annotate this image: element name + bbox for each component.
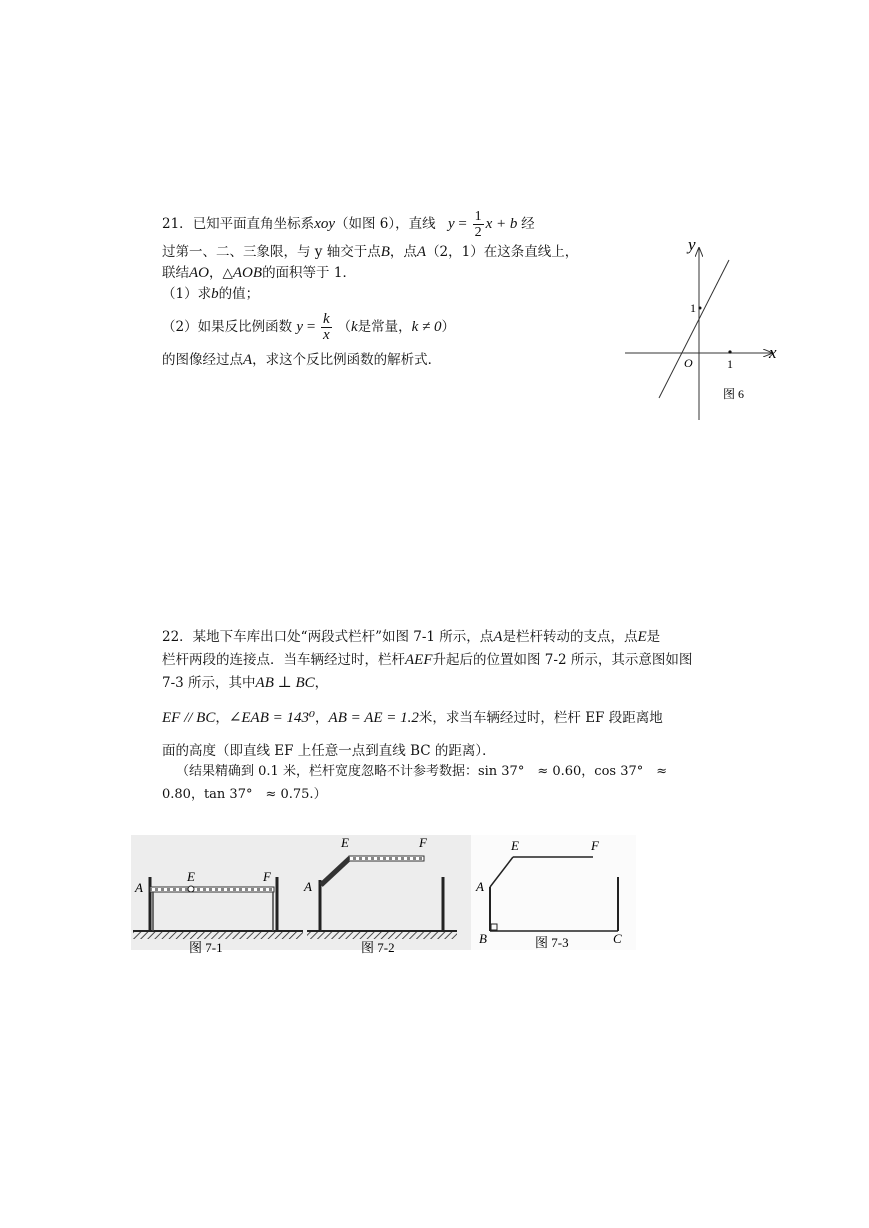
fig7-3-caption: 图 7-3 <box>535 935 569 950</box>
q22-angle: ∠EAB = 143⁰ <box>228 710 316 726</box>
var-b: b <box>211 286 219 302</box>
q22-text-1c: 是 <box>646 629 661 645</box>
fig6-tick-y: 1 <box>690 301 696 315</box>
figure-7 <box>131 835 636 960</box>
figure-6 <box>615 230 785 425</box>
q22-line1 <box>162 627 660 647</box>
q22-perpendicular: AB ⊥ BC <box>255 675 315 691</box>
q22-line5 <box>162 741 496 761</box>
q22-text-1a: 22．某地下车库出口处“两段式栏杆”如图 7-1 所示，点 <box>162 629 494 645</box>
coordinate-system-label: xoy <box>314 216 336 232</box>
q21-part1 <box>162 284 259 304</box>
q21-text-1c: 经 <box>521 216 535 232</box>
q21-number: 21． <box>162 216 193 232</box>
q21-part1-b: 的值； <box>218 286 260 302</box>
q22-text-2b: 升起后的位置如图 7-2 所示，其示意图如图 <box>432 652 693 668</box>
fig7-3-background <box>471 835 636 950</box>
fig7-2-caption: 图 7-2 <box>361 940 395 955</box>
inv-fraction <box>321 312 332 343</box>
q21-line3 <box>162 263 356 283</box>
q22-text-3b: ， <box>314 675 329 691</box>
q21-part2-a: （2）如果反比例函数 <box>162 319 293 335</box>
q22-line7 <box>162 785 327 805</box>
q22-sep2: ， <box>315 710 329 726</box>
q22-point-a: A <box>493 629 503 645</box>
fig7-2-ground <box>307 931 457 939</box>
fig6-line <box>659 260 729 398</box>
k-condition: k ≠ 0 <box>411 319 442 335</box>
q21-text-3a: 联结 <box>162 265 189 281</box>
q22-text-7: 0.80，tan 37° ≈ 0.75.） <box>162 787 327 802</box>
fig7-1-ground <box>133 931 303 939</box>
q22-point-e: E <box>637 629 647 645</box>
fig7-1-label-e: E <box>187 869 195 884</box>
fig7-3-label-e: E <box>511 838 519 853</box>
q21-text-2a: 过第一、二、三象限，与 y 轴交于点 <box>162 244 381 260</box>
fig7-1-label-f: F <box>263 869 271 884</box>
fig7-2-label-e: E <box>341 835 349 850</box>
fig7-3-label-b: B <box>479 931 487 946</box>
q22-text-3a: 7-3 所示，其中 <box>162 675 256 691</box>
eq-rest: x + b <box>485 216 518 232</box>
fig6-x-label: x <box>769 343 777 362</box>
fig6-origin: O <box>684 356 693 370</box>
q22-text-4b: 米，求当车辆经过时，栏杆 EF 段距离地 <box>418 710 663 726</box>
q21-text-2c: （2，1）在这条直线上， <box>426 244 579 260</box>
q22-text-2: 栏杆两段的连接点．当车辆经过时，栏杆 <box>162 652 405 668</box>
q21-text-1a: 已知平面直角坐标系 <box>192 216 315 232</box>
q21-line6 <box>162 350 441 370</box>
line-equation <box>447 209 521 241</box>
fig7-1-joint <box>188 886 194 892</box>
q21-text-6b: ，求这个反比例函数的解析式． <box>252 352 442 368</box>
inv-equals: = <box>306 319 316 335</box>
q22-line4 <box>162 708 663 728</box>
fig7-1-label-a: A <box>135 880 143 895</box>
q21-text-1b: （如图 6），直线 <box>335 216 436 232</box>
point-a: A <box>416 244 427 260</box>
point-b: B <box>380 244 390 260</box>
q21-part2-b: （ <box>337 319 351 335</box>
inv-frac-num: k <box>323 311 330 328</box>
q22-aef: AEF <box>405 652 433 668</box>
q22-text-6: （结果精确到 0.1 米，栏杆宽度忽略不计参考数据：sin 37° ≈ 0.60，cos 37° ≈ <box>176 764 668 779</box>
q22-line2 <box>162 650 692 670</box>
q21-line2 <box>162 242 578 262</box>
fig7-3-label-a: A <box>476 879 484 894</box>
fig6-caption: 图 6 <box>723 387 745 401</box>
q21-part2-d: ） <box>441 319 456 335</box>
inverse-function <box>296 311 337 344</box>
fig6-tick-x: 1 <box>727 357 733 371</box>
fig7-2-label-f: F <box>419 835 427 850</box>
q21-text-2b: ，点 <box>389 244 417 260</box>
fig7-1-bar-stripes <box>150 888 274 891</box>
eq-equals: = <box>458 216 467 232</box>
q21-line1 <box>162 206 535 242</box>
q22-line3 <box>162 673 328 693</box>
eq-frac-den: 2 <box>474 225 482 241</box>
q21-part2 <box>162 308 455 346</box>
q21-part1-a: （1）求 <box>162 286 212 302</box>
eq-frac-num: 1 <box>474 209 482 225</box>
triangle-aob: AOB <box>232 265 263 281</box>
inv-frac-den: x <box>323 327 330 344</box>
q22-parallel: EF // BC <box>162 710 216 726</box>
fig6-tick-y-dot <box>699 307 702 310</box>
segment-ao: AO <box>189 265 209 281</box>
q21-text-6a: 的图像经过点 <box>162 352 243 368</box>
fig7-2-label-a: A <box>304 879 312 894</box>
q22-text-1b: 是栏杆转动的支点，点 <box>502 629 638 645</box>
fig6-y-label: y <box>688 235 696 254</box>
fig7-2-bar-ae <box>321 858 350 885</box>
var-k: k <box>350 319 358 335</box>
q21-text-3b: ，△ <box>209 265 233 281</box>
fig7-3-label-c: C <box>613 931 622 946</box>
q21-part2-c: 是常量， <box>357 319 412 335</box>
q21-text-3c: 的面积等于 1． <box>262 265 356 281</box>
point-a-2: A <box>243 352 253 368</box>
q22-length: AB = AE = 1.2 <box>328 710 419 726</box>
fig7-1-caption: 图 7-1 <box>189 940 223 955</box>
fig6-tick-x-dot <box>728 350 731 353</box>
q22-sep1: ， <box>215 710 229 726</box>
fig7-3-label-f: F <box>591 838 599 853</box>
eq-y: y <box>447 216 455 232</box>
q22-text-5: 面的高度（即直线 EF 上任意一点到直线 BC 的距离）． <box>162 743 496 759</box>
fig7-2-bar-ef-stripes <box>349 857 424 860</box>
q22-line6 <box>176 762 667 782</box>
inv-y: y <box>296 319 304 335</box>
eq-fraction <box>473 209 484 240</box>
